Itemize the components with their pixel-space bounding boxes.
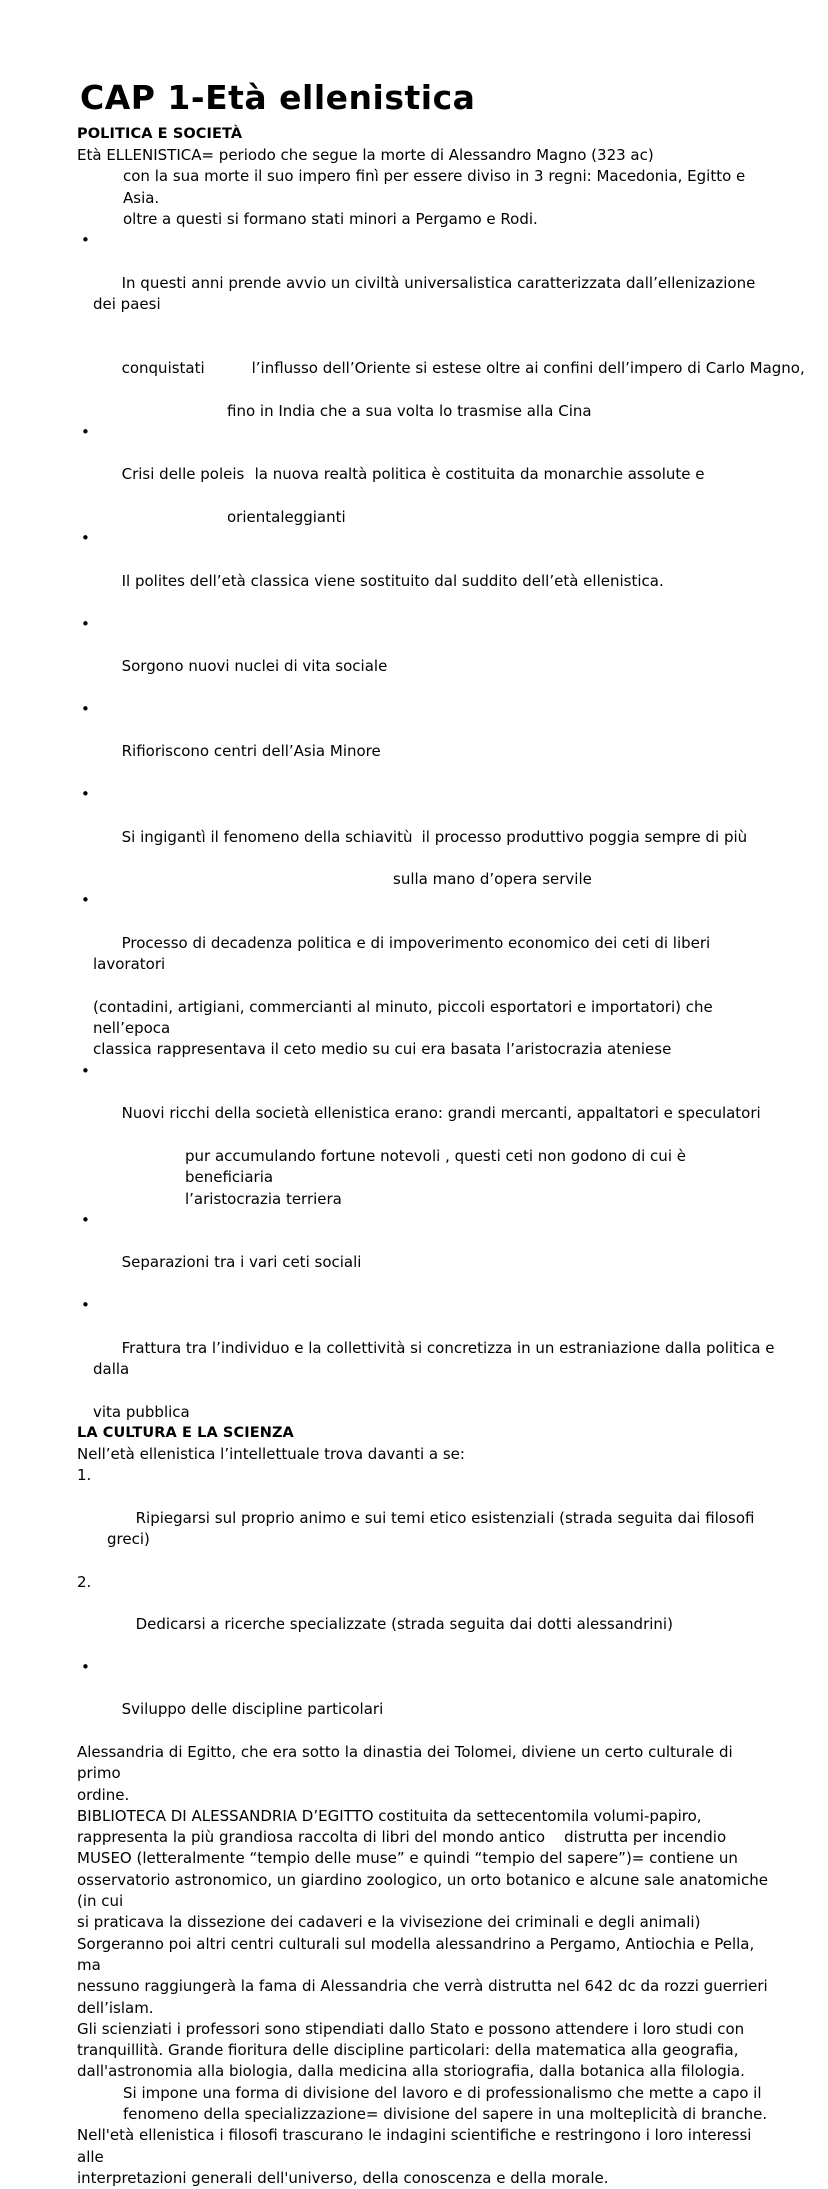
list-item xyxy=(77,890,777,996)
list-item-term: Si ingigantì il fenomeno della schiavitù xyxy=(121,827,413,846)
paragraph-line: tranquillità. Grande fioritura delle discipline particolari: della matematica alla geografia, xyxy=(77,2041,739,2060)
list-item-continuation: l’aristocrazia terriera xyxy=(185,1189,342,1208)
list-item-gloss: la nuova realtà politica è costituita da monarchie assolute e xyxy=(254,465,705,484)
bullet-icon: • xyxy=(81,1061,90,1080)
list-item-gloss: l’influsso dell’Oriente si estese oltre ai confini dell’impero di Carlo Magno, xyxy=(251,358,805,377)
list-item-text: Separazioni tra i vari ceti sociali xyxy=(121,1253,362,1272)
list-item-continuation xyxy=(77,337,805,401)
paragraph-line: BIBLIOTECA DI ALESSANDRIA D’EGITTO costituita da settecentomila volumi-papiro, xyxy=(77,1806,702,1825)
bullet-icon: • xyxy=(81,1657,90,1676)
numbered-list-marker: 1. xyxy=(77,1466,92,1485)
closing-line: Nell'età ellenistica i filosofi trascurano le indagini scientifiche e restringono i loro interessi alle xyxy=(77,2126,757,2166)
bullet-icon: • xyxy=(81,699,90,718)
paragraph-line: si praticava la dissezione dei cadaveri e la vivisezione dei criminali e degli animali) xyxy=(77,1913,701,1932)
indented-paragraph-line: Si impone una forma di divisione del lavoro e di professionalismo che mette a capo il xyxy=(123,2083,762,2102)
section2-intro-line: Nell’età ellenistica l’intellettuale trova davanti a se: xyxy=(77,1444,465,1463)
list-item-continuation: orientaleggianti xyxy=(227,508,346,527)
list-item xyxy=(77,528,777,613)
list-item xyxy=(77,1295,780,1401)
section-heading-cultura: LA CULTURA E LA SCIENZA xyxy=(77,1424,294,1441)
page-title: CAP 1-Età ellenistica xyxy=(80,78,476,117)
list-item xyxy=(77,230,777,336)
paragraph-line: Gli scienziati i professori sono stipendiati dallo Stato e possono attendere i loro studi con xyxy=(77,2019,745,2038)
list-item-text: Nuovi ricchi della società ellenistica erano: grandi mercanti, appaltatori e speculatori xyxy=(121,1104,761,1123)
paragraph-line: nessuno raggiungerà la fama di Alessandria che verrà distrutta nel 642 dc da rozzi guerrieri xyxy=(77,1977,768,1996)
bullet-icon: • xyxy=(81,231,90,250)
list-item-continuation: sulla mano d’opera servile xyxy=(393,870,592,889)
list-item-term: Crisi delle poleis xyxy=(121,465,245,484)
paragraph-line: MUSEO (letteralmente “tempio delle muse” e quindi “tempio del sapere”)= contiene un xyxy=(77,1849,738,1868)
list-item-gloss: il processo produttivo poggia sempre di più xyxy=(421,827,748,846)
list-item xyxy=(77,1657,777,1742)
paragraph-line: dell’islam. xyxy=(77,1998,154,2017)
bullet-icon: • xyxy=(81,1296,90,1315)
list-item-continuation: fino in India che a sua volta lo trasmise alla Cina xyxy=(227,401,592,420)
list-item xyxy=(77,699,777,784)
indented-paragraph-line: fenomeno della specializzazione= divisione del sapere in una molteplicità di branche. xyxy=(123,2105,768,2124)
list-item-text: Rifioriscono centri dell’Asia Minore xyxy=(121,742,381,761)
document-body xyxy=(77,78,805,2189)
section1-intro-sub-1: con la sua morte il suo impero finì per essere diviso in 3 regni: Macedonia, Egitto e Asia. xyxy=(123,167,751,207)
list-item-term: conquistati xyxy=(121,358,205,377)
list-item-text: In questi anni prende avvio un civiltà universalistica caratterizzata dall’ellenizazione dei paesi xyxy=(93,273,761,314)
bullet-icon: • xyxy=(81,614,90,633)
numbered-list-item xyxy=(77,1465,777,1571)
list-item-continuation: classica rappresentava il ceto medio su cui era basata l’aristocrazia ateniese xyxy=(93,1040,672,1059)
bullet-icon: • xyxy=(81,422,90,441)
bullet-icon: • xyxy=(81,891,90,910)
paragraph-line: ordine. xyxy=(77,1785,130,1804)
bullet-icon: • xyxy=(81,529,90,548)
list-item-continuation: (contadini, artigiani, commercianti al minuto, piccoli esportatori e importatori) che nell’epoca xyxy=(93,997,718,1038)
numbered-list-item xyxy=(77,1572,777,1657)
list-item-continuation: pur accumulando fortune notevoli , questi ceti non godono di cui è beneficiaria xyxy=(185,1146,691,1187)
closing-line: interpretazioni generali dell'universo, della conoscenza e della morale. xyxy=(77,2168,609,2187)
numbered-list-text: Ripiegarsi sul proprio animo e sui temi etico esistenziali (strada seguita dai filosofi greci) xyxy=(107,1508,760,1548)
list-item-text: Frattura tra l’individuo e la collettività si concretizza in un estraniazione dalla politica e dalla xyxy=(93,1338,780,1378)
paragraph-line: Alessandria di Egitto, che era sotto la dinastia dei Tolomei, diviene un certo culturale di primo xyxy=(77,1742,738,1783)
list-item-text: Sviluppo delle discipline particolari xyxy=(121,1700,384,1719)
list-item-text: Processo di decadenza politica e di impoverimento economico dei ceti di liberi lavoratori xyxy=(93,933,715,974)
section1-intro-sub-2: oltre a questi si formano stati minori a Pergamo e Rodi. xyxy=(123,209,538,228)
paragraph-line: osservatorio astronomico, un giardino zoologico, un orto botanico e alcune sale anatomiche (in cui xyxy=(77,1870,773,1911)
paragraph-line: rappresenta la più grandiosa raccolta di libri del mondo antico distrutta per incendio xyxy=(77,1828,727,1847)
list-item xyxy=(77,1210,777,1295)
list-item xyxy=(77,784,777,869)
bullet-icon: • xyxy=(81,784,90,803)
list-item xyxy=(77,1061,777,1146)
list-item-text: Il polites dell’età classica viene sostituito dal suddito dell’età ellenistica. xyxy=(121,571,664,590)
list-item xyxy=(77,422,777,507)
numbered-list-text: Dedicarsi a ricerche specializzate (strada seguita dai dotti alessandrini) xyxy=(135,1615,673,1634)
list-item-text: Sorgono nuovi nuclei di vita sociale xyxy=(121,657,388,676)
section1-intro-line: Età ELLENISTICA= periodo che segue la morte di Alessandro Magno (323 ac) xyxy=(77,146,654,164)
numbered-list-marker: 2. xyxy=(77,1572,92,1591)
paragraph-line: Sorgeranno poi altri centri culturali sul modella alessandrino a Pergamo, Antiochia e Pella, ma xyxy=(77,1934,760,1974)
list-item-continuation: vita pubblica xyxy=(93,1402,190,1421)
list-item xyxy=(77,614,777,699)
bullet-icon: • xyxy=(81,1210,90,1229)
section-heading-politica: POLITICA E SOCIETÀ xyxy=(77,126,243,142)
paragraph-line: dall'astronomia alla biologia, dalla medicina alla storiografia, dalla botanica alla filologia. xyxy=(77,2062,745,2081)
